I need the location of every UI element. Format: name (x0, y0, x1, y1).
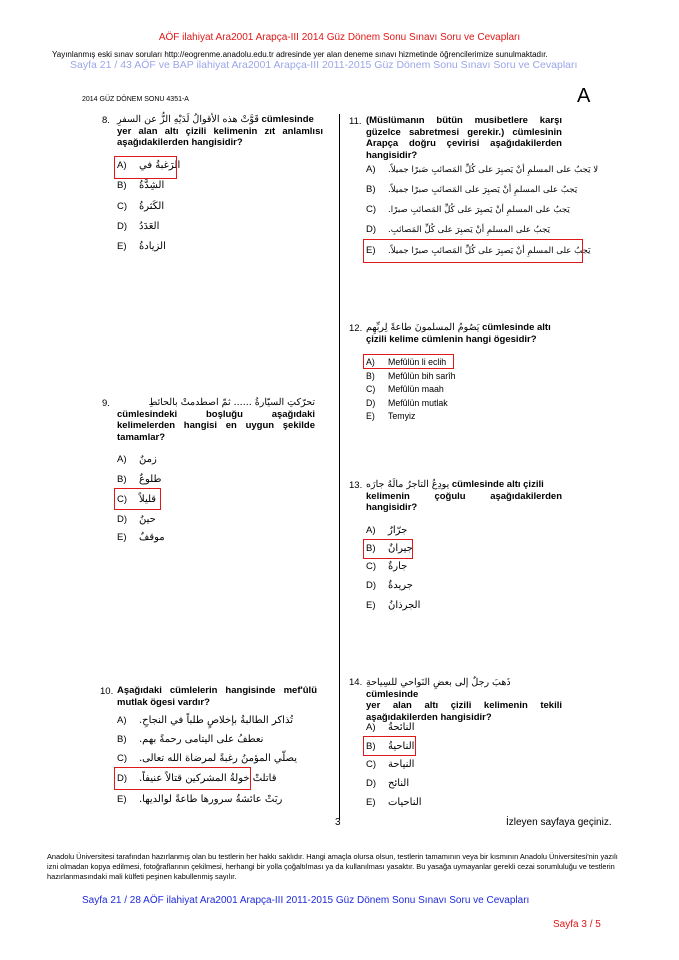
page-number: 3 (335, 817, 341, 828)
option-14d[interactable]: D) النائح (366, 778, 410, 789)
option-12a[interactable]: A) Mefûlün li eclih (366, 357, 447, 367)
option-14a[interactable]: A) النائحةُ (366, 722, 415, 733)
question-number: 14. (349, 677, 363, 688)
question-number: 9. (102, 398, 110, 409)
option-14b[interactable]: B) الناحيةُ (366, 741, 415, 752)
question-arabic: يودِعُ التاجرُ مالَهُ جارَه (366, 479, 450, 490)
pdf-page-number: Sayfa 3 / 5 (553, 919, 601, 930)
question-10-stem (117, 685, 317, 708)
answer-highlight (363, 354, 454, 369)
option-10e[interactable]: E) ربَتْ عائشةُ سرورها طاعةً لوالديها. (117, 794, 283, 805)
option-11e[interactable]: E) يَجبُ على المسلمِ أنْ يَصبِرَ على كُلِّ المَصائبِ صبرًا جميلاً. (366, 245, 591, 256)
option-12c[interactable]: C) Mefûlün maah (366, 384, 444, 394)
question-text: yer alan altı çizili kelimenin tekili aşağıdakilerden hangisidir? (366, 700, 562, 723)
option-13b[interactable]: B) جيرانٌ (366, 543, 413, 554)
question-13-stem (366, 479, 562, 514)
option-12e[interactable]: E) Temyiz (366, 411, 416, 421)
option-8d[interactable]: D) العَدَدُ (117, 221, 160, 232)
question-text: cümlesinde altı çizili (449, 479, 544, 490)
question-arabic: تحرّكتِ السيّارةُ ...... ثمّ اصطدمتْ بالحائطِ (148, 397, 315, 408)
next-page-instruction: İzleyen sayfaya geçiniz. (506, 817, 612, 828)
option-8e[interactable]: E) الزيادةُ (117, 241, 166, 252)
answer-highlight (114, 488, 161, 510)
column-divider (339, 114, 340, 820)
question-9-stem (117, 397, 315, 443)
option-10c[interactable]: C) يصلّي المؤمنُ رغبةً لمرضاة الله تعالى. (117, 753, 298, 764)
answer-highlight (363, 539, 413, 559)
question-text: cümlesinde altı çizili kelime cümlenin hangi ögesidir? (366, 322, 551, 345)
question-text: (Müslümanın bütün musibetlere karşı güzelce sabretmesi gerekir.) cümlesinin Arapça doğru çevirisi aşağıdakilerden hangisidir? (366, 115, 562, 161)
option-10b[interactable]: B) نعطفُ على اليتامى رحمةً بهم. (117, 734, 264, 745)
option-10a[interactable]: A) تُذاكر الطالبةُ بإخلاصٍ طلباً في النجاحِ. (117, 715, 293, 726)
option-9b[interactable]: B) طلوعٌ (117, 474, 162, 485)
option-9d[interactable]: D) حينٌ (117, 514, 156, 525)
option-13e[interactable]: E) الجرذانُ (366, 600, 421, 611)
question-8-stem (117, 114, 323, 149)
question-arabic: يَصُومُ المسلمونَ طاعةً لِربِّهِم (366, 322, 480, 333)
answer-highlight (114, 156, 177, 179)
option-8c[interactable]: C) الكَثرةُ (117, 201, 165, 212)
answer-highlight (363, 239, 583, 263)
source-line: Sayfa 21 / 28 AÖF ilahiyat Ara2001 Arapça-III 2011-2015 Güz Dönem Sonu Sınavı Soru ve Cevapları (82, 895, 530, 906)
question-arabic: قَوَّتْ هذه الأقوالُ لَدَيْهِ الزُّ عن السفرِ (117, 114, 259, 125)
answer-highlight (363, 736, 416, 756)
option-9e[interactable]: E) موقفٌ (117, 532, 165, 543)
option-14e[interactable]: E) الناحيات (366, 797, 422, 808)
option-9a[interactable]: A) زمنٌ (117, 454, 157, 465)
question-text: yer alan altı çizili kelimenin zıt anlamlısı aşağıdakilerden hangisidir? (117, 125, 323, 148)
question-text: cümlesindeki boşluğu aşağıdaki kelimelerden hangisi en uygun şekilde tamamlar? (117, 408, 315, 443)
question-12-stem (366, 322, 566, 345)
copyright-notice: Anadolu Üniversitesi tarafından hazırlanmış olan bu testlerin her hakkı saklıdır. Hangi amaçla olursa olsun, testlerin tamamının veya bir kısmının Anadolu Üniversitesi'nin yazılı izni olmadan kopya edilmesi, fotoğraflarının çekilmesi, herhangi bir yolla çoğaltılması ya da kullanılması yasaktır. Bu yasağa uymayanlar gerekli cezai sorumluluğu ve testlerin hazırlanmasındaki mali külfeti peşinen kabullenmiş sayılır. (47, 852, 618, 881)
question-number: 10. (100, 686, 114, 697)
question-text: kelimenin çoğulu aşağıdakilerden hangisidir? (366, 490, 562, 513)
answer-highlight (114, 767, 251, 790)
option-12d[interactable]: D) Mefûlün mutlak (366, 398, 448, 408)
question-number: 8. (102, 115, 110, 126)
option-8b[interactable]: B) الشِدَّةُ (117, 180, 165, 191)
question-14-stem (366, 677, 562, 723)
question-text: cümlesinde (366, 688, 419, 700)
option-13c[interactable]: C) جارةٌ (366, 561, 408, 572)
question-11-stem (366, 115, 562, 161)
option-13a[interactable]: A) جرّارٌ (366, 525, 408, 536)
option-10d[interactable]: D) قاتلتْ خولةُ المشركين قتالاً عنيفاً. (117, 773, 277, 784)
option-14c[interactable]: C) النياحة (366, 759, 415, 770)
option-8a[interactable]: A) الرَغبةُ في (117, 160, 181, 171)
question-number: 11. (349, 116, 362, 127)
option-11b[interactable]: B) يَجبُ على المسلمِ أنْ يَصبِرَ على المَصائبِ صبرًا جميلاً. (366, 184, 578, 195)
option-11c[interactable]: C) يَجبُ على المسلمِ أنْ يَصبِرَ على كُلِّ المَصائبِ صبرًا. (366, 204, 570, 215)
booklet-letter: A (577, 85, 591, 107)
option-9c[interactable]: C) قليلاً (117, 494, 157, 505)
option-11a[interactable]: A) لا يَجبُ على المسلمِ أنْ يَصبِرَ على كُلِّ المَصائبِ صَبرًا جميلاً. (366, 164, 599, 175)
question-number: 12. (349, 323, 363, 334)
publication-note: Yayınlanmış eski sınav soruları http://eogrenme.anadolu.edu.tr adresinde yer alan deneme sınavı hizmetinde öğrencilerimize sunulmaktadır. (52, 50, 548, 59)
option-12b[interactable]: B) Mefûlün bih sarîh (366, 371, 456, 381)
question-arabic: ذَهبَ رجلٌ إلى بعضِ النَواحي للسِياحةِ (366, 677, 511, 688)
question-text: cümlesinde (258, 114, 314, 125)
question-text: Aşağıdaki cümlelerin hangisinde mef'ûlü mutlak ögesi vardır? (117, 685, 317, 708)
exam-code: 2014 GÜZ DÖNEM SONU 4351-A (82, 96, 189, 103)
option-11d[interactable]: D) يَجبُ على المسلمِ أنْ يَصبِرَ على كُلِّ المَصائبِ. (366, 224, 551, 235)
watermark-line: Sayfa 21 / 43 AÖF ve BAP ilahiyat Ara2001 Arapça-III 2011-2015 Güz Dönem Sonu Sınavı Soru ve Cevapları (70, 59, 578, 71)
option-13d[interactable]: D) جريدةٌ (366, 580, 413, 591)
question-number: 13. (349, 480, 363, 491)
top-title: AÖF ilahiyat Ara2001 Arapça-III 2014 Güz Dönem Sonu Sınavı Soru ve Cevapları (158, 32, 521, 43)
